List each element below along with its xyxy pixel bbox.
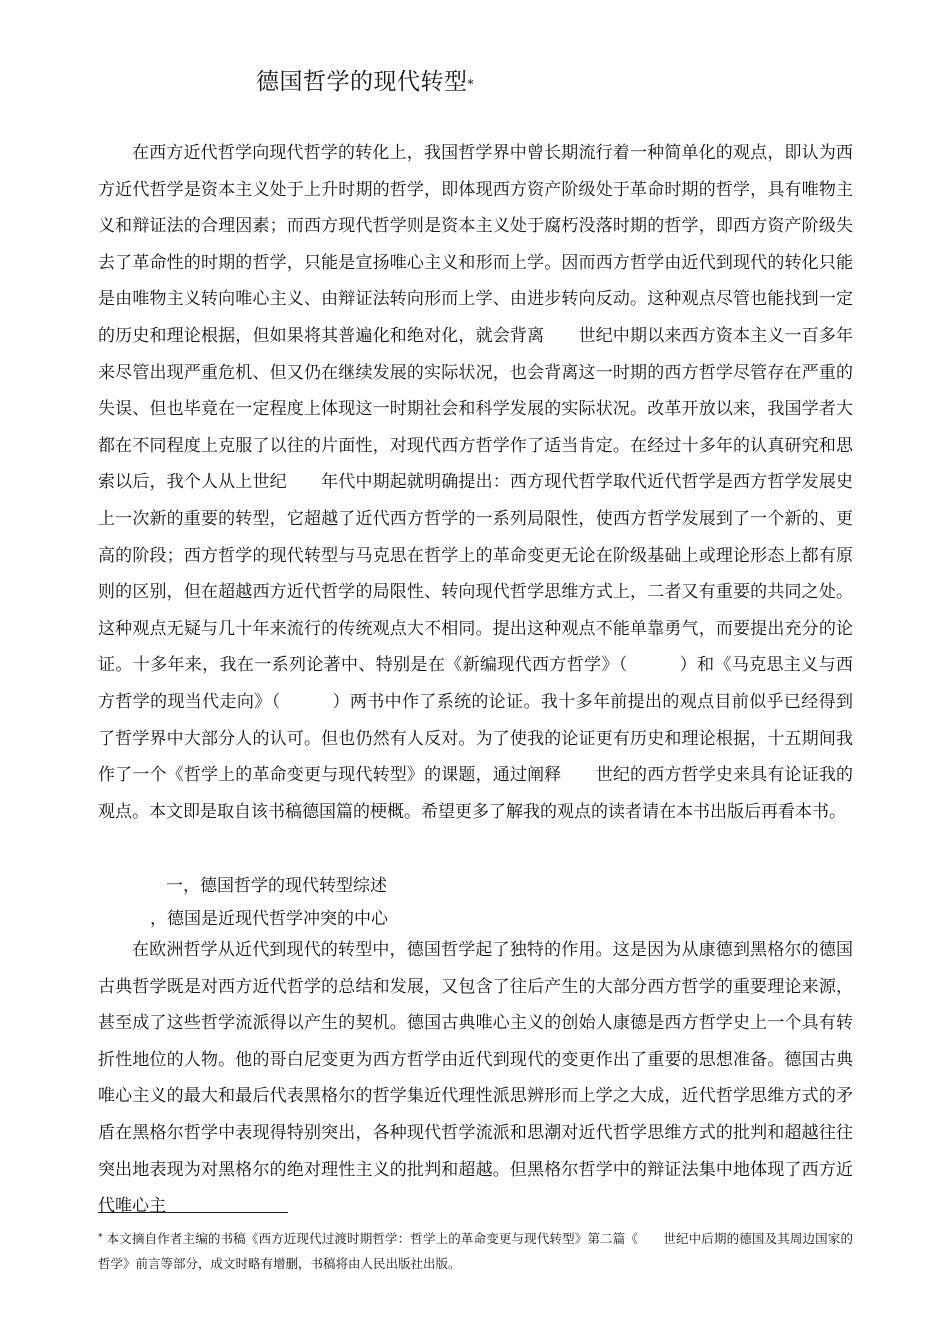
article-title <box>256 66 474 98</box>
intro-paragraph: 在西方近代哲学向现代哲学的转化上，我国哲学界中曾长期流行着一种简单化的观点，即认为西方近代哲学是资本主义处于上升时期的哲学，即体现西方资产阶级处于革命时期的哲学，具有唯物主义和辩证法的合理因素；而西方现代哲学则是资本主义处于腐朽没落时期的哲学，即西方资产阶级失去了革命性的时期的哲学，只能是宣扬唯心主义和形而上学。因而西方哲学由近代到现代的转化只能是由唯物主义转向唯心主义、由辩证法转向形而上学、由进步转向反动。这种观点尽管也能找到一定的历史和理论根据，但如果将其普遍化和绝对化，就会背离 世纪中期以来西方资本主义一百多年来尽管出现严重危机、但又仍在继续发展的实际状况，也会背离这一时期的西方哲学尽管存在严重的失误、但也毕竟在一定程度上体现这一时期社会和科学发展的实际状况。改革开放以来，我国学者大都在不同程度上克服了以往的片面性，对现代西方哲学作了适当肯定。在经过十多年的认真研究和思索以后，我个人从上世纪 年代中期起就明确提出：西方现代哲学取代近代哲学是西方哲学发展史上一次新的重要的转型，它超越了近代西方哲学的一系列局限性，使西方哲学发展到了一个新的、更高的阶段；西方哲学的现代转型与马克思在哲学上的革命变更无论在阶级基础上或理论形态上都有原则的区别，但在超越西方近代哲学的局限性、转向现代哲学思维方式上，二者又有重要的共同之处。这种观点无疑与几十年来流行的传统观点大不相同。提出这种观点不能单靠勇气，而要提出充分的论证。十多年来，我在一系列论著中、特别是在《新编现代西方哲学》（ ）和《马克思主义与西方哲学的现当代走向》（ ）两书中作了系统的论证。我十多年前提出的观点目前似乎已经得到了哲学界中大部分人的认可。但也仍然有人反对。为了使我的论证更有历史和理论根据，十五期间我作了一个《哲学上的革命变更与现代转型》的课题，通过阐释 世纪的西方哲学史来具有论证我的观点。本文即是取自该书稿德国篇的梗概。希望更多了解我的观点的读者请在本书出版后再看本书。 <box>98 143 853 822</box>
section-heading: 一，德国哲学的现代转型综述 <box>166 876 387 896</box>
subsection-heading: ，德国是近现代哲学冲突的中心 <box>150 909 388 929</box>
title-text: 德国哲学的现代转型 <box>256 69 468 95</box>
footnote-divider <box>98 1212 288 1213</box>
section-paragraph: 在欧洲哲学从近代到现代的转型中，德国哲学起了独特的作用。这是因为从康德到黑格尔的德国古典哲学既是对西方近代哲学的总结和发展，又包含了往后产生的大部分西方哲学的重要理论来源，甚至成了这些哲学流派得以产生的契机。德国古典唯心主义的创始人康德是西方哲学史上一个具有转折性地位的人物。他的哥白尼变更为西方哲学由近代到现代的变更作出了重要的思想准备。德国古典唯心主义的最大和最后代表黑格尔的哲学集近代理性派思辨形而上学之大成，近代哲学思维方式的矛盾在黑格尔哲学中表现得特别突出，各种现代哲学流派和思潮对近代哲学思维方式的批判和超越往往突出地表现为对黑格尔的绝对理性主义的批判和超越。但黑格尔哲学中的辩证法集中地体现了西方近代唯心主 <box>98 940 853 1217</box>
footnote <box>98 1226 853 1276</box>
footnote-marker: * <box>98 1233 103 1243</box>
footnote-text: 本文摘自作者主编的书稿《西方近现代过渡时期哲学：哲学上的革命变更与现代转型》第二篇《 世纪中后期的德国及其周边国家的哲学》前言等部分，成文时略有增删，书稿将由人民出版社出版。 <box>98 1231 853 1271</box>
title-footnote-marker: * <box>467 77 474 91</box>
